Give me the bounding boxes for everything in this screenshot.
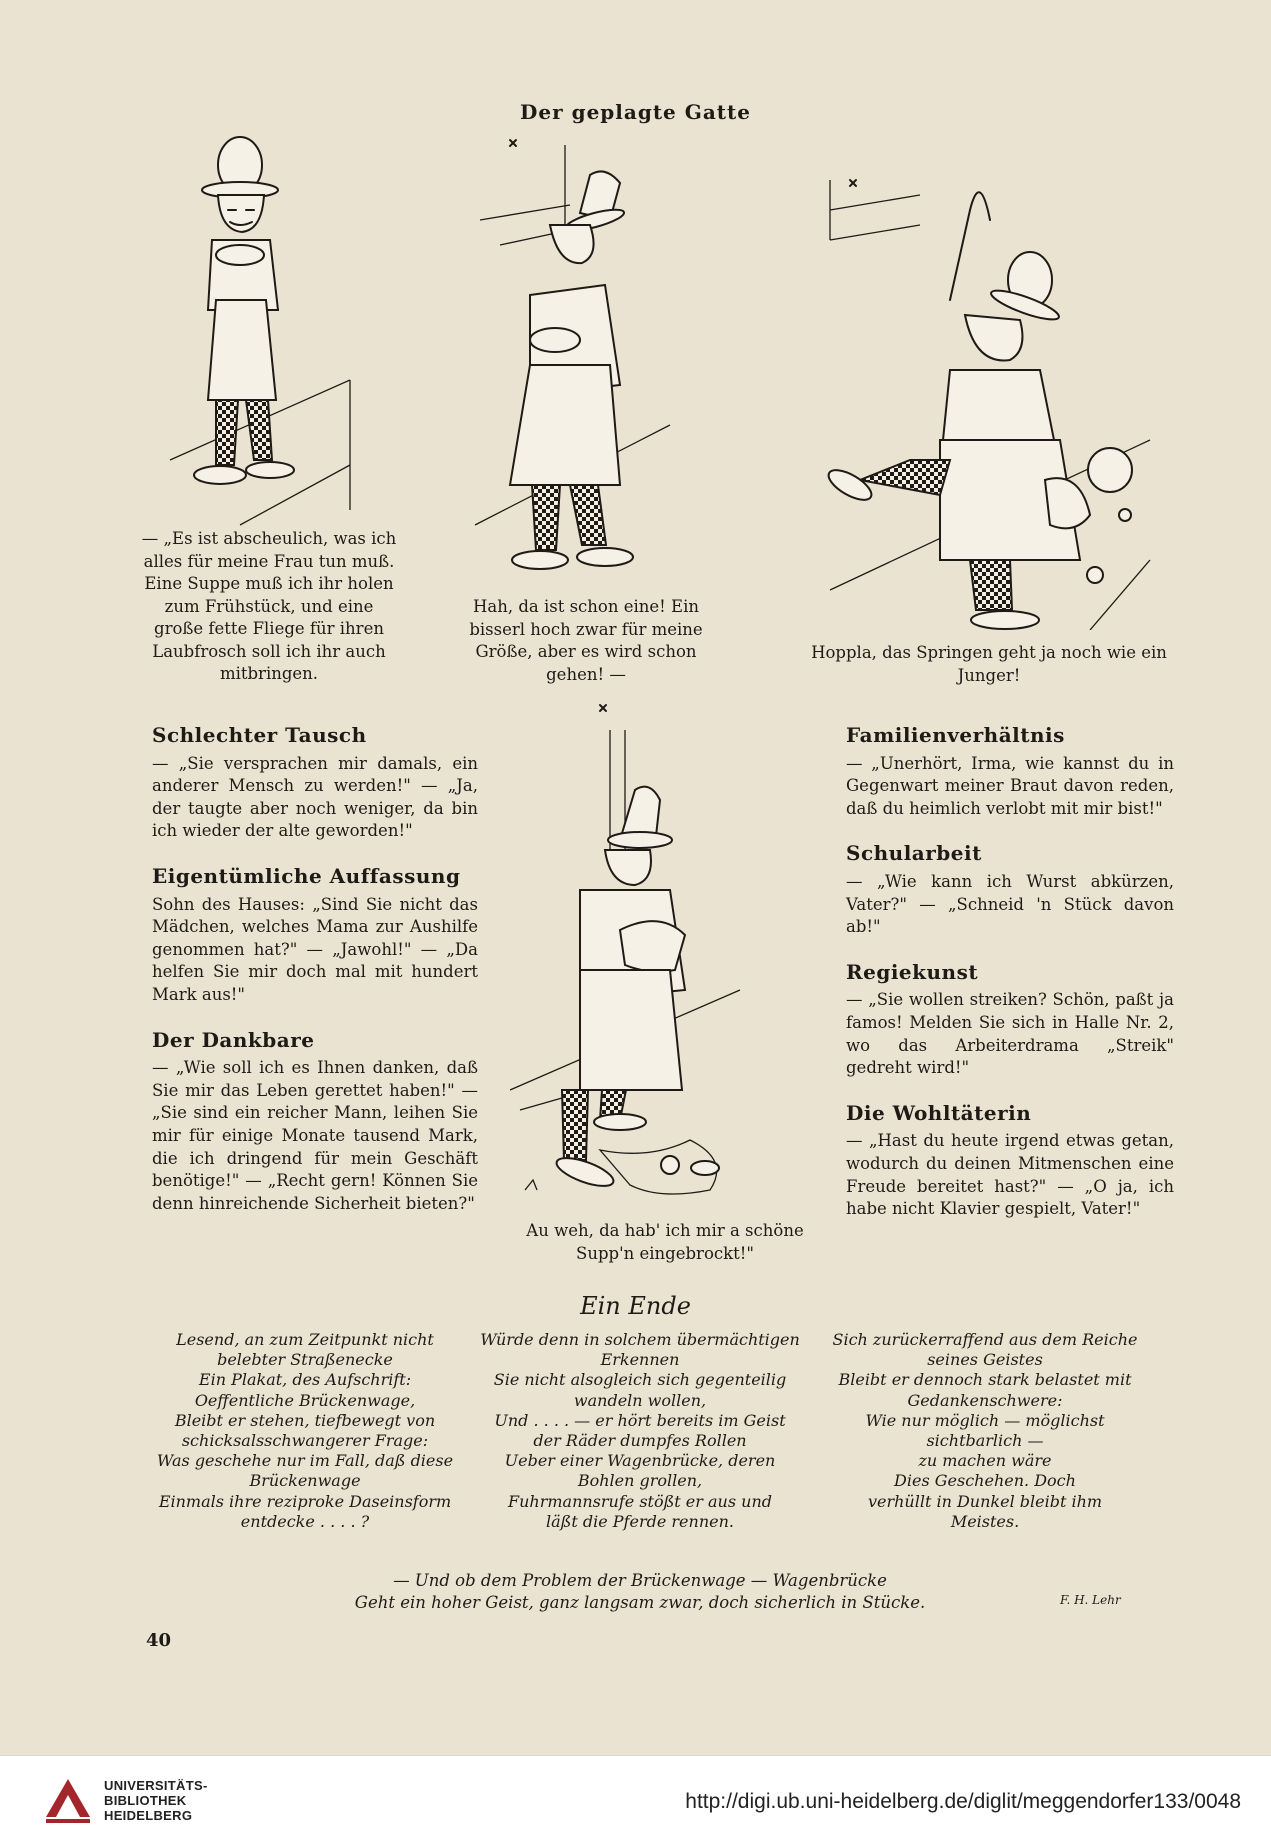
- right-column: [846, 724, 1174, 1243]
- source-url-link[interactable]: http://digi.ub.uni-heidelberg.de/diglit/meggendorfer133/0048: [685, 1790, 1241, 1813]
- panel-1-caption: — „Es ist abscheulich, was ich alles für meine Frau tun muß. Eine Suppe muß ich ihr holen zum Frühstück, und eine große fette Fliege für ihren Laubfrosch soll ich ihr auch mitbringen.: [141, 529, 397, 683]
- poem-line: Bleibt er stehen, tiefbewegt von: [174, 1410, 436, 1430]
- poem-line: Dies Geschehen. Doch: [894, 1471, 1076, 1491]
- poem-ending: [300, 1570, 980, 1614]
- cartoon-panel-3: [790, 140, 1160, 630]
- poem-title: Ein Ende: [580, 1292, 691, 1320]
- joke-text: — „Sie versprachen mir damals, ein anderer Mensch zu werden!" — „Ja, der taugte aber noch weniger, da bin ich wieder der alte geworden!": [152, 753, 478, 841]
- joke-text: — „Sie wollen streiken? Schön, paßt ja famos! Melden Sie sich in Halle Nr. 2, wo das Arbeiterdrama „Streik" gedreht wird!": [846, 990, 1174, 1078]
- joke-die-wohltaeterin: [846, 1102, 1174, 1221]
- poem-line: Bleibt er dennoch stark belastet mit: [838, 1370, 1132, 1390]
- poem-line: Würde denn in solchem übermächtigen: [480, 1330, 800, 1349]
- poem-line: Sie nicht alsogleich sich gegenteilig: [493, 1370, 787, 1390]
- cartoon-panel-1: [150, 130, 410, 530]
- poem-line: entdecke . . . . ?: [240, 1511, 370, 1531]
- library-name[interactable]: [104, 1778, 208, 1823]
- joke-schularbeit: [846, 842, 1174, 938]
- poem-line: seines Geistes: [927, 1350, 1043, 1370]
- joke-heading: Die Wohltäterin: [846, 1100, 1032, 1125]
- joke-heading: Der Dankbare: [152, 1027, 315, 1052]
- joke-text: — „Unerhört, Irma, wie kannst du in Gegenwart meiner Braut davon reden, daß du heimlich verlobt mit mir bist!": [846, 753, 1174, 818]
- poem-column-3: [820, 1330, 1150, 1532]
- poem-line: der Räder dumpfes Rollen: [533, 1431, 747, 1451]
- poem-line: Und . . . . — er hört bereits im Geist: [494, 1410, 786, 1430]
- joke-schlechter-tausch: [152, 724, 478, 843]
- poem-line: sichtbarlich —: [926, 1431, 1044, 1451]
- poem-line: verhüllt in Dunkel bleibt ihm: [867, 1491, 1103, 1511]
- joke-text: — „Wie kann ich Wurst abkürzen, Vater?" — „Schneid 'n Stück davon ab!": [846, 871, 1174, 937]
- poem-line: zu machen wäre: [918, 1451, 1052, 1471]
- poem-line: Oeffentliche Brückenwage,: [194, 1390, 416, 1410]
- library-name-line: HEIDELBERG: [104, 1808, 193, 1823]
- poem-line: Sich zurückerraffend aus dem Reiche: [832, 1330, 1138, 1349]
- poem-author: F. H. Lehr: [1060, 1593, 1121, 1607]
- joke-heading: Eigentümliche Auffassung: [152, 863, 461, 888]
- poem-line: läßt die Pferde rennen.: [546, 1511, 734, 1531]
- joke-heading: Schularbeit: [846, 841, 982, 866]
- panel-2-caption: Hah, da ist schon eine! Ein bisserl hoch zwar für meine Größe, aber es wird schon gehen! —: [469, 597, 703, 684]
- joke-text: — „Hast du heute irgend etwas getan, wodurch du deinen Mitmenschen eine Freude bereitet hast?" — „O ja, ich habe nicht Klavier gespielt, Vater!": [846, 1131, 1174, 1219]
- poem-line: Brückenwage: [249, 1471, 361, 1491]
- page-title: Der geplagte Gatte: [520, 100, 751, 124]
- panel-4-caption: Au weh, da hab' ich mir a schöne Supp'n eingebrockt!": [526, 1221, 804, 1263]
- poem-line: Erkennen: [600, 1350, 680, 1370]
- library-name-line: BIBLIOTHEK: [104, 1793, 187, 1808]
- poem-line: Gedankenschwere:: [907, 1390, 1063, 1410]
- poem-column-1: [140, 1330, 470, 1532]
- library-name-line: UNIVERSITÄTS-: [104, 1778, 208, 1793]
- poem-line: wandeln wollen,: [573, 1390, 707, 1410]
- cartoon-panel-2: [470, 125, 700, 595]
- cartoon-panel-4: [510, 690, 760, 1230]
- poem-line: schicksalsschwangerer Frage:: [181, 1431, 429, 1451]
- joke-familienverhaeltnis: [846, 724, 1174, 820]
- library-logo-icon[interactable]: [40, 1771, 96, 1827]
- poem-line: Fuhrmannsrufe stößt er aus und: [508, 1491, 772, 1511]
- joke-heading: Familienverhältnis: [846, 723, 1065, 747]
- joke-regiekunst: [846, 961, 1174, 1080]
- poem-line: Einmals ihre reziproke Daseinsform: [158, 1491, 452, 1511]
- joke-heading: Schlechter Tausch: [152, 723, 367, 747]
- joke-eigentuemliche-auffassung: [152, 865, 478, 1007]
- poem-line: Ueber einer Wagenbrücke, deren: [504, 1451, 776, 1471]
- poem-line: Ein Plakat, des Aufschrift:: [198, 1370, 412, 1390]
- poem-line: Was geschehe nur im Fall, daß diese: [156, 1451, 454, 1471]
- page-number: 40: [146, 1630, 172, 1651]
- poem-ending-line: — Und ob dem Problem der Brückenwage — Wagenbrücke: [393, 1571, 887, 1590]
- joke-text: — „Wie soll ich es Ihnen danken, daß Sie mir das Leben gerettet haben!" — „Sie sind ein reicher Mann, leihen Sie mir für einige Monate tausend Mark, die ich dringend für mein Geschäft benötige!" — „Recht gern! Können Sie denn hinreichende Sicherheit bieten?": [152, 1058, 478, 1213]
- panel-3-caption: Hoppla, das Springen geht ja noch wie ein Junger!: [811, 643, 1167, 685]
- poem-line: Meistes.: [950, 1511, 1020, 1531]
- joke-heading: Regiekunst: [846, 959, 979, 984]
- poem-ending-line: Geht ein hoher Geist, ganz langsam zwar, doch sicherlich in Stücke.: [354, 1593, 926, 1612]
- poem-line: Wie nur möglich — möglichst: [865, 1410, 1105, 1430]
- poem-line: Bohlen grollen,: [577, 1471, 703, 1491]
- poem-line: Lesend, an zum Zeitpunkt nicht: [176, 1330, 434, 1349]
- poem-column-2: [475, 1330, 805, 1532]
- poem-line: belebter Straßenecke: [217, 1350, 393, 1370]
- joke-der-dankbare: [152, 1029, 478, 1216]
- joke-text: Sohn des Hauses: „Sind Sie nicht das Mädchen, welches Mama zur Aushilfe genommen hat?" — „Jawohl!" — „Da helfen Sie mir doch mal mit hundert Mark aus!": [152, 894, 478, 1004]
- left-column: [152, 724, 478, 1237]
